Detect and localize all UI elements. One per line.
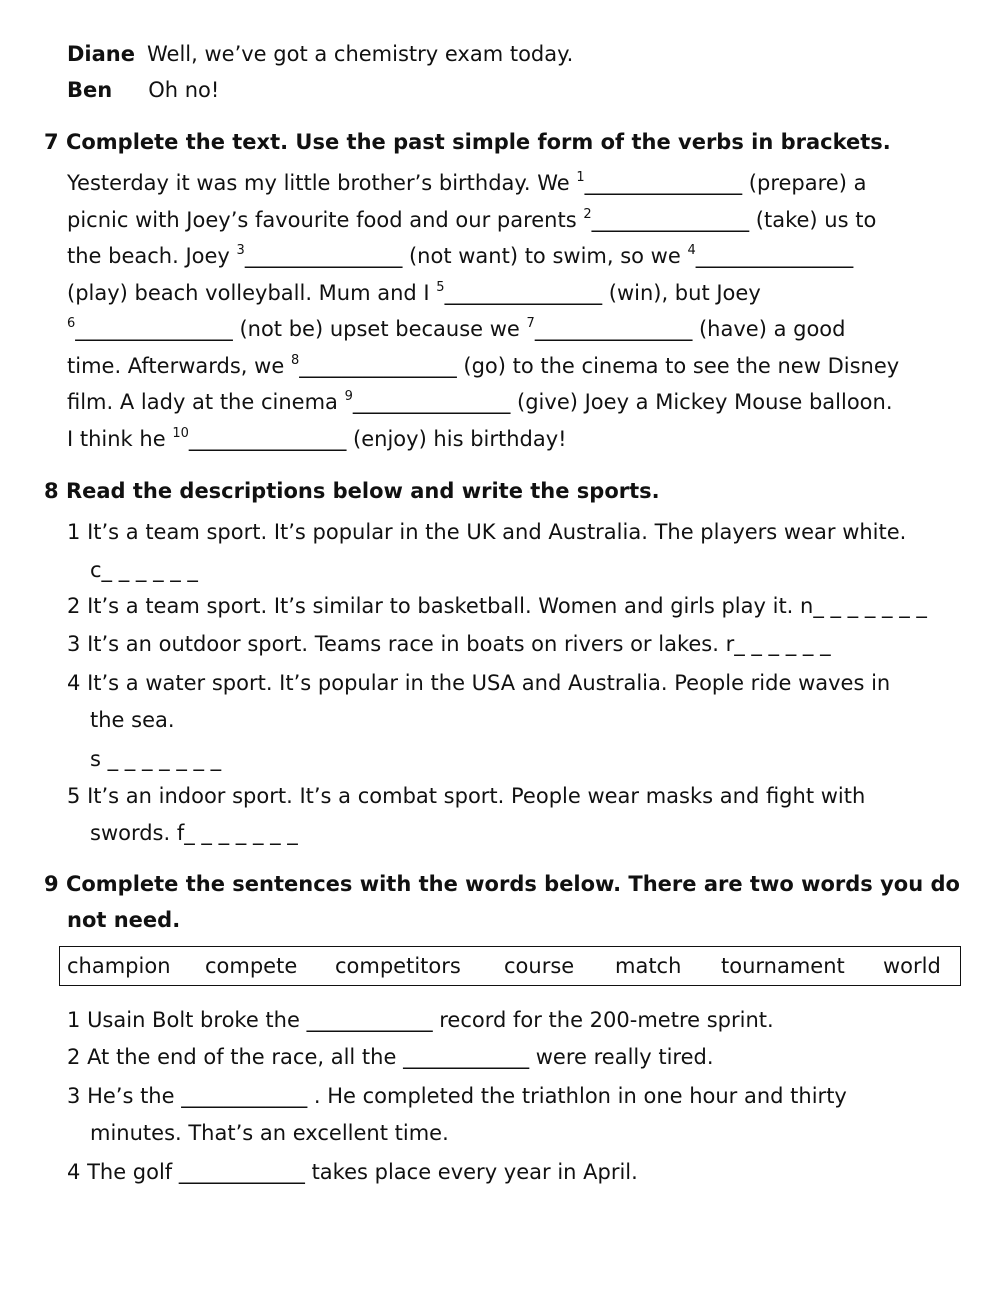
text: I think he [67,427,173,451]
text: (not be) upset because we [232,317,527,341]
ex8-item [67,592,927,620]
item-number: 2 [67,594,81,618]
gap-number: 4 [687,243,696,258]
exercise-instruction: Read the descriptions below and write the sports. [65,479,660,503]
dialogue-text: Oh no! [148,78,220,102]
item-text: . He completed the triathlon in one hour and thirty [307,1084,847,1108]
text: the beach. Joey [67,244,237,268]
gap-number: 10 [172,426,189,441]
word-box [59,946,961,986]
ex8-item [67,669,890,697]
ex8-item-continuation: swords. f_ _ _ _ _ _ _ [90,821,298,845]
speaker-name: Ben [67,78,113,102]
answer-blank[interactable]: _______________ [695,244,854,268]
gap-number: 6 [67,316,76,331]
text: (play) beach volleyball. Mum and I [67,281,437,305]
text: (give) Joey a Mickey Mouse balloon. [510,390,893,414]
item-text: He’s the [87,1084,182,1108]
text: time. Afterwards, we [67,354,291,378]
answer-blank[interactable]: _______________ [299,354,457,378]
exercise-9-heading [44,870,960,898]
exercise-number: 7 [44,130,59,154]
ex8-answer[interactable]: c_ _ _ _ _ _ [90,558,198,582]
answer-blank[interactable]: _______________ [584,171,743,195]
exercise-number: 9 [44,872,59,896]
ex7-text-line [67,206,876,234]
answer-blank[interactable]: _______________ [534,317,693,341]
word-option: course [504,954,575,978]
gap-number: 3 [236,243,245,258]
answer-blank[interactable]: ____________ [306,1008,433,1032]
exercise-number: 8 [44,479,59,503]
exercise-instruction-continuation: not need. [67,908,181,932]
ex8-item [67,782,865,810]
dialogue-line-2 [67,76,219,104]
text: film. A lady at the cinema [67,390,345,414]
item-text: It’s a team sport. It’s popular in the UK and Australia. The players wear white. [87,520,907,544]
ex8-item [67,518,906,546]
ex9-item [67,1006,774,1034]
gap-number: 7 [526,316,535,331]
gap-number: 2 [583,207,592,222]
item-number: 4 [67,1160,81,1184]
exercise-7-heading [44,128,891,156]
text: (enjoy) his birthday! [346,427,567,451]
item-number: 3 [67,1084,81,1108]
exercise-instruction: Complete the text. Use the past simple form of the verbs in brackets. [65,130,891,154]
text: (have) a good [692,317,846,341]
item-number: 3 [67,632,81,656]
word-option: match [615,954,682,978]
text: (prepare) a [742,171,867,195]
item-text: The golf [87,1160,179,1184]
ex7-text-line [67,279,761,307]
answer-blank[interactable]: ____________ [181,1084,308,1108]
item-number: 1 [67,1008,81,1032]
item-text: It’s a team sport. It’s similar to basketball. Women and girls play it. n_ _ _ _ _ _ _ [87,594,927,618]
answer-blank[interactable]: ____________ [178,1160,305,1184]
item-text: It’s an indoor sport. It’s a combat sport. People wear masks and fight with [87,784,866,808]
ex8-item-continuation: the sea. [90,708,175,732]
item-number: 4 [67,671,81,695]
ex8-answer[interactable]: s _ _ _ _ _ _ _ [90,747,222,771]
item-text: Usain Bolt broke the [87,1008,307,1032]
answer-blank[interactable]: ____________ [403,1045,530,1069]
ex7-text-line [67,425,567,453]
word-option: champion [67,954,171,978]
ex7-text-line [67,169,866,197]
item-text: It’s a water sport. It’s popular in the USA and Australia. People ride waves in [87,671,891,695]
word-option: tournament [721,954,845,978]
word-option: world [883,954,941,978]
answer-blank[interactable]: _______________ [188,427,347,451]
ex9-item [67,1043,714,1071]
answer-blank[interactable]: _______________ [352,390,511,414]
dialogue-text: Well, we’ve got a chemistry exam today. [147,42,574,66]
item-text: were really tired. [529,1045,714,1069]
gap-number: 5 [436,280,445,295]
item-number: 2 [67,1045,81,1069]
ex9-item-continuation: minutes. That’s an excellent time. [90,1121,449,1145]
word-option: compete [205,954,298,978]
answer-blank[interactable]: _______________ [591,208,750,232]
gap-number: 1 [576,170,585,185]
answer-blank[interactable]: _______________ [244,244,403,268]
text: (win), but Joey [602,281,761,305]
ex9-item [67,1082,847,1110]
item-text: takes place every year in April. [304,1160,638,1184]
gap-number: 8 [290,353,300,368]
answer-blank[interactable]: _______________ [75,317,233,341]
ex7-text-line [67,388,893,416]
speaker-name: Diane [67,42,135,66]
ex7-text-line [67,242,853,270]
answer-blank[interactable]: _______________ [444,281,603,305]
ex8-item [67,630,831,658]
item-text: At the end of the race, all the [87,1045,404,1069]
text: (not want) to swim, so we [402,244,688,268]
ex7-text-line [67,315,845,343]
ex7-text-line [67,352,899,380]
text: (take) us to [749,208,877,232]
item-number: 1 [67,520,81,544]
gap-number: 9 [344,389,353,404]
item-number: 5 [67,784,81,808]
exercise-instruction: Complete the sentences with the words below. There are two words you do [65,872,960,896]
exercise-8-heading [44,477,660,505]
dialogue-line-1 [67,40,573,68]
text: (go) to the cinema to see the new Disney [456,354,900,378]
word-option: competitors [335,954,461,978]
text: Yesterday it was my little brother’s birthday. We [67,171,577,195]
item-text: record for the 200-metre sprint. [432,1008,774,1032]
ex9-item [67,1158,638,1186]
item-text: It’s an outdoor sport. Teams race in boats on rivers or lakes. r_ _ _ _ _ _ [87,632,831,656]
text: picnic with Joey’s favourite food and our parents [67,208,584,232]
